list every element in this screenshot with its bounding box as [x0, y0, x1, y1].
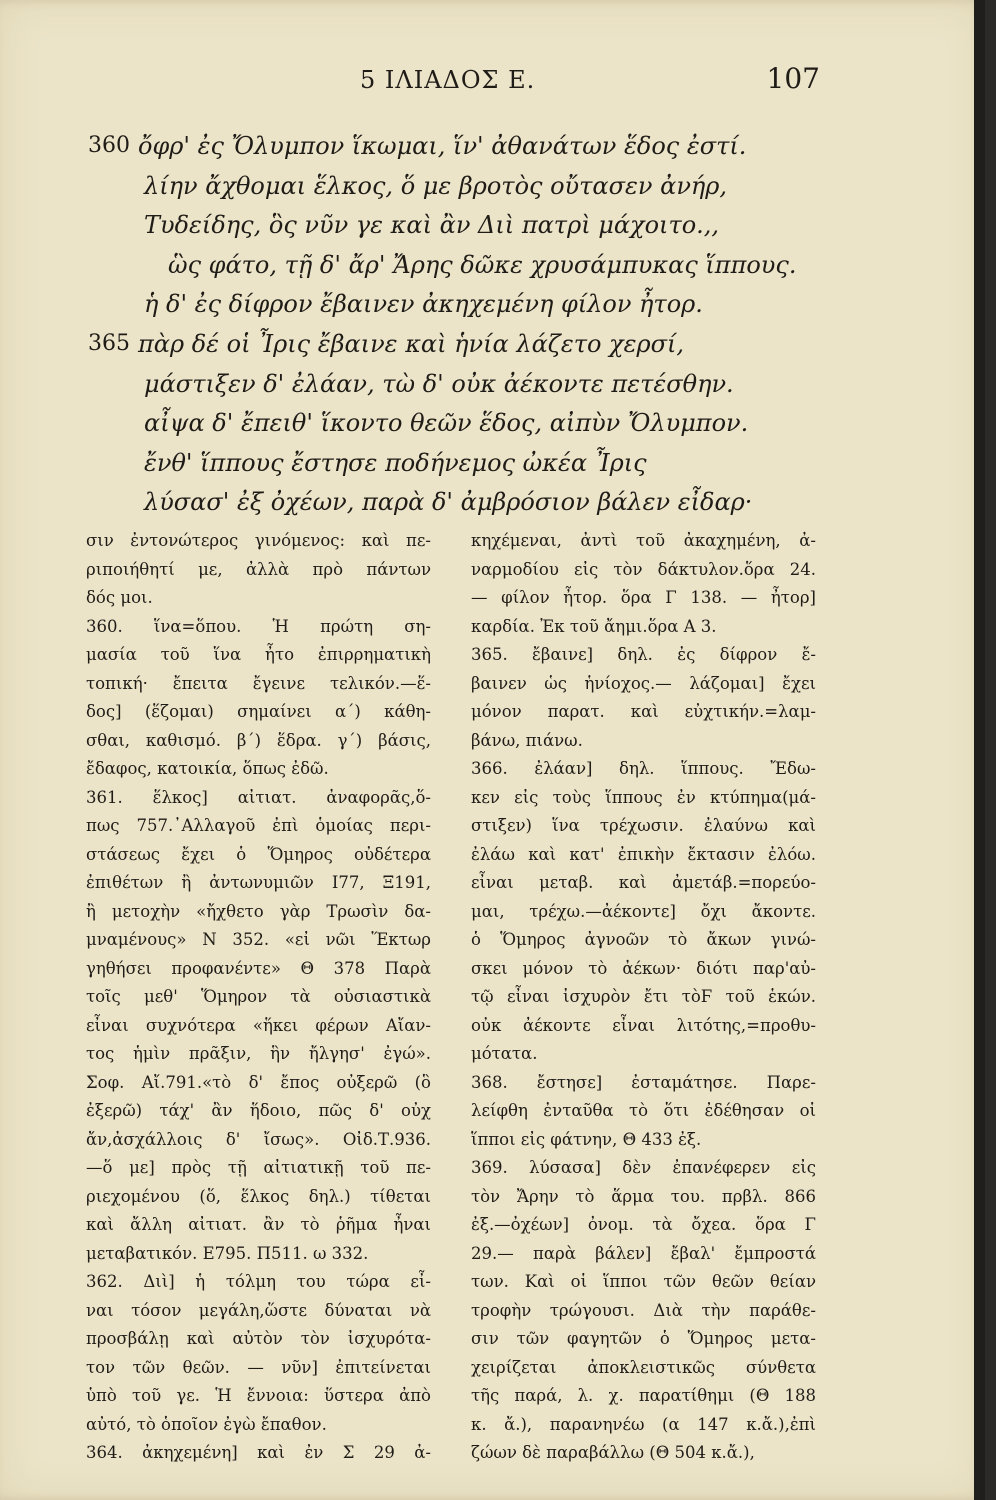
commentary-line: ζώων δὲ παραβάλλω (Θ 504 κ.ἄ.), [471, 1443, 755, 1462]
commentary-line: μαι, τρέχω.—ἀέκοντε] ὄχι ἄκοντε. [471, 901, 816, 921]
commentary-line: ὁ Ὅμηρος ἀγνοῶν τὸ ἄκων γινώ- [471, 930, 816, 949]
commentary-line: ναι τόσον μεγάλη,ὥστε δύναται νὰ [86, 1300, 431, 1320]
verse-text: Τυδείδης, ὃς νῦν γε καὶ ἂν Διὶ πατρὶ μάχοιτο.,, [144, 211, 720, 240]
commentary-line: κεν εἰς τοὺς ἵππους ἐν κτύπημα(μά- [471, 787, 816, 807]
verse-line [88, 207, 848, 247]
verse-number: 360 [88, 133, 130, 158]
commentary-line: βάνω, πιάνω. [471, 730, 583, 750]
verse-line [88, 326, 848, 366]
commentary-line: εἶναι μεταβ. καὶ ἀμετάβ.=πορεύο- [471, 873, 816, 892]
verse-text: αἶψα δ' ἔπειθ' ἵκοντο θεῶν ἕδος, αἰπὺν Ὄλυμπον. [144, 409, 749, 438]
commentary-line: 360. ἵνα=ὅπου. Ἡ πρώτη ση- [86, 616, 431, 636]
verse-text: μάστιξεν δ' ἐλάαν, τὼ δ' οὐκ ἀέκοντε πετέσθην. [144, 369, 734, 398]
commentary-line: 366. ἐλάαν] δηλ. ἵππους. Ἔδω- [471, 759, 816, 778]
verse-text: ἡ δ' ἐς δίφρον ἔβαινεν ἀκηχεμένη φίλον ἦτορ. [144, 290, 703, 319]
verse-text: λίην ἄχθομαι ἕλκος, ὅ με βροτὸς οὔτασεν ἀνήρ, [144, 171, 728, 200]
commentary-line: Σοφ. Αἴ.791.«τὸ δ' ἔπος οὐξερῶ (ὃ [86, 1072, 431, 1092]
commentary-line: ὑπὸ τοῦ γε. Ἡ ἔννοια: ὕστερα ἀπὸ [86, 1386, 431, 1405]
commentary-line: —ὅ με] πρὸς τῇ αἰτιατικῇ τοῦ πε- [86, 1158, 431, 1177]
verse-text: πὰρ δέ οἱ Ἶρις ἔβαινε καὶ ἡνία λάζετο χερσί, [138, 329, 684, 358]
commentary-line: προσβάλῃ καὶ αὐτὸν τὸν ἰσχυρότα- [86, 1329, 431, 1348]
commentary-line: ναρμοδίου εἰς τὸν δάκτυλον.ὅρα 24. [471, 559, 816, 579]
page-header [0, 62, 985, 106]
verse-block [88, 128, 848, 524]
commentary-line: μασία τοῦ ἵνα ἦτο ἐπιρρηματικὴ [86, 645, 431, 664]
commentary-line: μεταβατικόν. Ε795. Π511. ω 332. [86, 1243, 369, 1263]
commentary-line: τοῖς μεθ' Ὅμηρον τὰ οὐσιαστικὰ [86, 987, 431, 1006]
commentary-line: δος] (ἕζομαι) σημαίνει α΄) κάθη- [86, 702, 431, 721]
commentary-line: τος ἡμὶν πρᾶξιν, ἣν ἤλγησ' ἐγώ». [86, 1044, 431, 1063]
commentary-line: ἵπποι εἰς φάτνην, Θ 433 ἐξ. [471, 1129, 702, 1149]
verse-number: 365 [88, 330, 130, 356]
commentary-line: πως 757.᾿Αλλαγοῦ ἐπὶ ὁμοίας περι- [86, 816, 431, 835]
verse-line [88, 405, 848, 445]
commentary [86, 527, 846, 1462]
verse-text: ὄφρ' ἐς Ὄλυμπον ἵκωμαι, ἵν' ἀθανάτων ἕδος ἐστί. [138, 132, 747, 160]
commentary-line: ἢ μετοχὴν «ἤχθετο γὰρ Τρωσὶν δα- [86, 901, 431, 921]
verse-line [88, 247, 848, 287]
page-edge [974, 0, 985, 1500]
commentary-line: 362. Διὶ] ἡ τόλμη του τώρα εἶ- [86, 1272, 431, 1291]
verse-line [88, 445, 848, 485]
commentary-line: μναμένους» Ν 352. «εἰ νῶι Ἕκτωρ [86, 930, 431, 949]
commentary-line: βαινεν ὡς ἡνίοχος.— λάζομαι] ἔχει [471, 673, 816, 693]
commentary-line: οὐκ ἀέκοντε εἶναι λιτότης,=προθυ- [471, 1015, 816, 1035]
commentary-line: χειρίζεται ἀποκλειστικῶς σύνθετα [471, 1357, 816, 1377]
verse-line [88, 128, 848, 168]
commentary-line: των. Καὶ οἱ ἵπποι τῶν θεῶν θείαν [471, 1272, 816, 1291]
commentary-line: ριποιήθητί με, ἀλλὰ πρὸ πάντων [86, 559, 431, 579]
commentary-line: 29.— παρὰ βάλεν] ἔβαλ' ἔμπροστά [471, 1243, 816, 1263]
commentary-line: τῷ εἶναι ἰσχυρὸν ἔτι τὸϜ τοῦ ἑκών. [471, 987, 816, 1006]
verse-line [88, 168, 848, 208]
commentary-line: κηχέμεναι, ἀντὶ τοῦ ἀκαχημένη, ἀ- [471, 531, 816, 550]
commentary-line: ριεχομένου (ὅ, ἕλκος δηλ.) τίθεται [86, 1186, 431, 1206]
commentary-line: στάσεως ἔχει ὁ Ὅμηρος οὐδέτερα [86, 844, 431, 864]
commentary-line: κ. ἄ.), παρανηνέω (α 147 κ.ἄ.),ἐπὶ [471, 1414, 816, 1434]
commentary-line: — φίλον ἦτορ. ὅρα Γ 138. — ἦτορ] [471, 588, 816, 607]
commentary-line: καὶ ἄλλη αἰτιατ. ἂν τὸ ῥῆμα ἦναι [86, 1215, 431, 1234]
commentary-line: αὐτό, τὸ ὁποῖον ἐγὼ ἔπαθον. [86, 1414, 327, 1434]
commentary-line: 361. ἕλκος] αἰτιατ. ἀναφορᾶς,ὅ- [86, 787, 431, 807]
commentary-line: τροφὴν τρώγουσι. Διὰ τὴν παράθε- [471, 1300, 816, 1320]
commentary-column-right [471, 527, 816, 1468]
commentary-line: ἔδαφος, κατοικία, ὅπως ἐδῶ. [86, 759, 329, 778]
commentary-line: μόνον παρατ. καὶ εὐχτικήν.=λαμ- [471, 702, 816, 721]
commentary-line: ἐπιθέτων ἢ ἀντωνυμιῶν Ι77, Ξ191, [86, 873, 431, 892]
commentary-line: ἐξ.—ὀχέων] ὀνομ. τὰ ὄχεα. ὅρα Γ [471, 1215, 816, 1234]
commentary-line: δός μοι. [86, 588, 153, 607]
verse-line [88, 286, 848, 326]
commentary-line: εἶναι συχνότερα «ἥκει φέρων Αἴαν- [86, 1015, 431, 1035]
running-title: 5 ΙΛΙΑΔΟΣ Ε. [360, 66, 536, 94]
commentary-line: ἄν,ἀσχάλλοις δ' ἴσως». Οἰδ.Τ.936. [86, 1129, 431, 1149]
commentary-line: σθαι, καθισμό. β΄) ἕδρα. γ΄) βάσις, [86, 730, 431, 750]
commentary-line: σιν τῶν φαγητῶν ὁ Ὅμηρος μετα- [471, 1329, 816, 1348]
commentary-line: τοπική· ἔπειτα ἔγεινε τελικόν.—ἕ- [86, 673, 431, 693]
page-number: 107 [766, 62, 820, 95]
commentary-line: 369. λύσασα] δὲν ἐπανέφερεν εἰς [471, 1158, 816, 1177]
commentary-line: ἐλάω καὶ κατ' ἐπικὴν ἔκτασιν ἐλόω. [471, 844, 816, 864]
commentary-line: μότατα. [471, 1044, 538, 1063]
verse-text: λύσασ' ἐξ ὀχέων, παρὰ δ' ἀμβρόσιον βάλεν εἶδαρ· [144, 488, 753, 517]
commentary-line: ἐξερῶ) τάχ' ἂν ἥδοιο, πῶς δ' οὐχ [86, 1101, 431, 1120]
commentary-line: λείφθη ἐνταῦθα τὸ ὅτι ἐδέθησαν οἱ [471, 1101, 816, 1120]
commentary-line: 368. ἔστησε] ἐσταμάτησε. Παρε- [471, 1072, 816, 1092]
commentary-line: στιξεν) ἵνα τρέχωσιν. ἐλαύνω καὶ [471, 816, 816, 835]
verse-text: ὣς φάτο, τῇ δ' ἄρ' Ἄρης δῶκε χρυσάμπυκας ἵππους. [168, 250, 797, 279]
commentary-line: καρδία. Ἐκ τοῦ ἄημι.ὅρα Α 3. [471, 616, 717, 636]
commentary-line: γηθήσει προφανέντε» Θ 378 Παρὰ [86, 958, 431, 978]
commentary-line: 365. ἔβαινε] δηλ. ἐς δίφρον ἔ- [471, 645, 816, 664]
commentary-line: σκει μόνον τὸ ἀέκων· διότι παρ'αὐ- [471, 958, 816, 978]
commentary-line: τὸν Ἄρην τὸ ἅρμα του. πρβλ. 866 [471, 1186, 816, 1206]
verse-line [88, 484, 848, 524]
commentary-line: τον τῶν θεῶν. — νῦν] ἐπιτείνεται [86, 1357, 431, 1377]
commentary-line: 364. ἀκηχεμένη] καὶ ἐν Σ 29 ἀ- [86, 1443, 431, 1462]
verse-line [88, 366, 848, 406]
commentary-column-left [86, 527, 431, 1468]
commentary-line: σιν ἐντονώτερος γινόμενος: καὶ πε- [86, 531, 431, 550]
verse-text: ἔνθ' ἵππους ἔστησε ποδήνεμος ὠκέα Ἶρις [144, 448, 647, 477]
commentary-line: τῆς παρά, λ. χ. παρατίθημι (Θ 188 [471, 1386, 816, 1405]
